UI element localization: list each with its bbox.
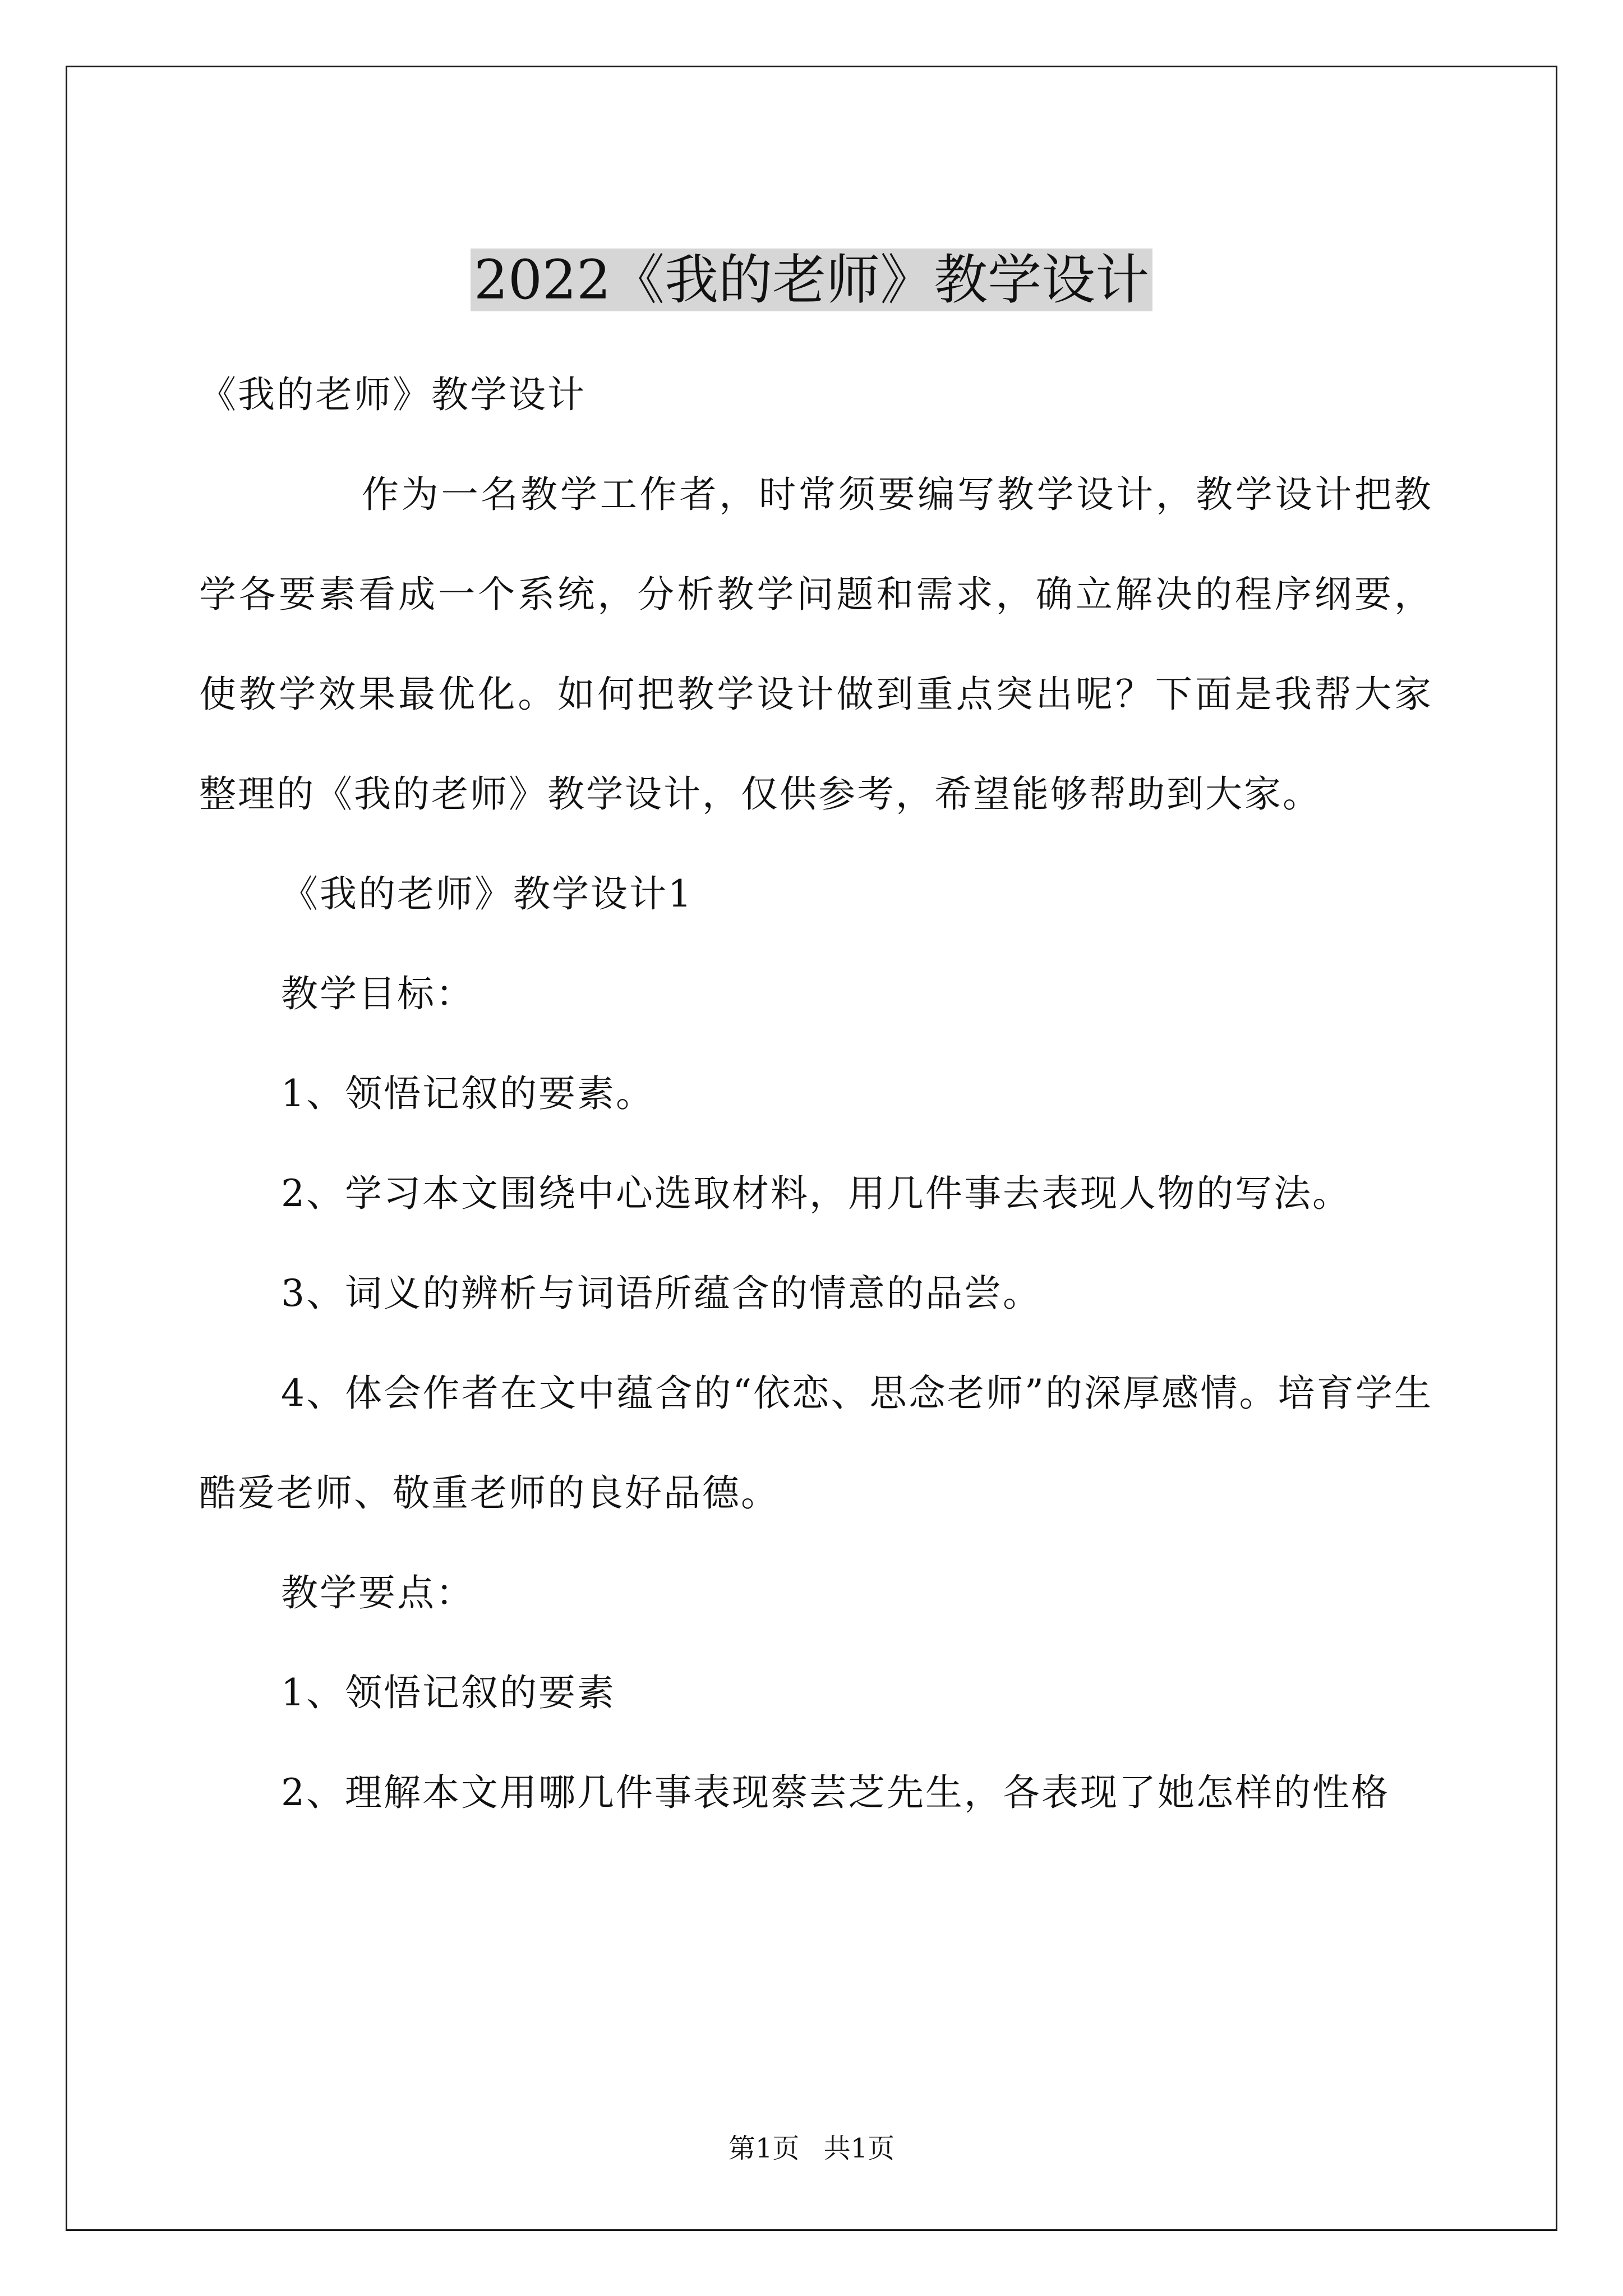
- objective-item-4: 4、体会作者在文中蕴含的“依恋、思念老师”的深厚感情。培育学生酷爱老师、敬重老师的良好品德。: [199, 1372, 1433, 1515]
- document-title: [0, 243, 1623, 316]
- intro-paragraph: 作为一名教学工作者，时常须要编写教学设计，教学设计把教学各要素看成一个系统，分析教学问题和需求，确立解决的程序纲要，使教学效果最优化。如何把教学设计做到重点突出呢？下面是我帮大家整理的《我的老师》教学设计，仅供参考，希望能够帮助到大家。: [199, 473, 1433, 816]
- page-number-current: 第1页: [728, 2133, 800, 2164]
- objective-item-2: 2、学习本文围绕中心选取材料，用几件事去表现人物的写法。: [281, 1172, 1351, 1215]
- document-body: [199, 345, 1433, 1843]
- page-footer: [0, 2132, 1623, 2165]
- document-subtitle: 《我的老师》教学设计: [199, 373, 586, 416]
- keypoints-heading: 教学要点：: [281, 1571, 474, 1614]
- objective-item-3: 3、词义的辨析与词语所蕴含的情意的品尝。: [281, 1272, 1041, 1315]
- keypoint-item-2: 2、理解本文用哪几件事表现蔡芸芝先生，各表现了她怎样的性格: [281, 1771, 1390, 1814]
- section-title: 《我的老师》教学设计1: [281, 872, 693, 915]
- objectives-heading: 教学目标：: [281, 972, 474, 1015]
- objective-item-1: 1、领悟记叙的要素。: [281, 1072, 654, 1115]
- document-title-text: 2022《我的老师》教学设计: [471, 249, 1152, 311]
- keypoint-item-1: 1、领悟记叙的要素: [281, 1671, 616, 1714]
- page-number-total: 共1页: [823, 2133, 895, 2164]
